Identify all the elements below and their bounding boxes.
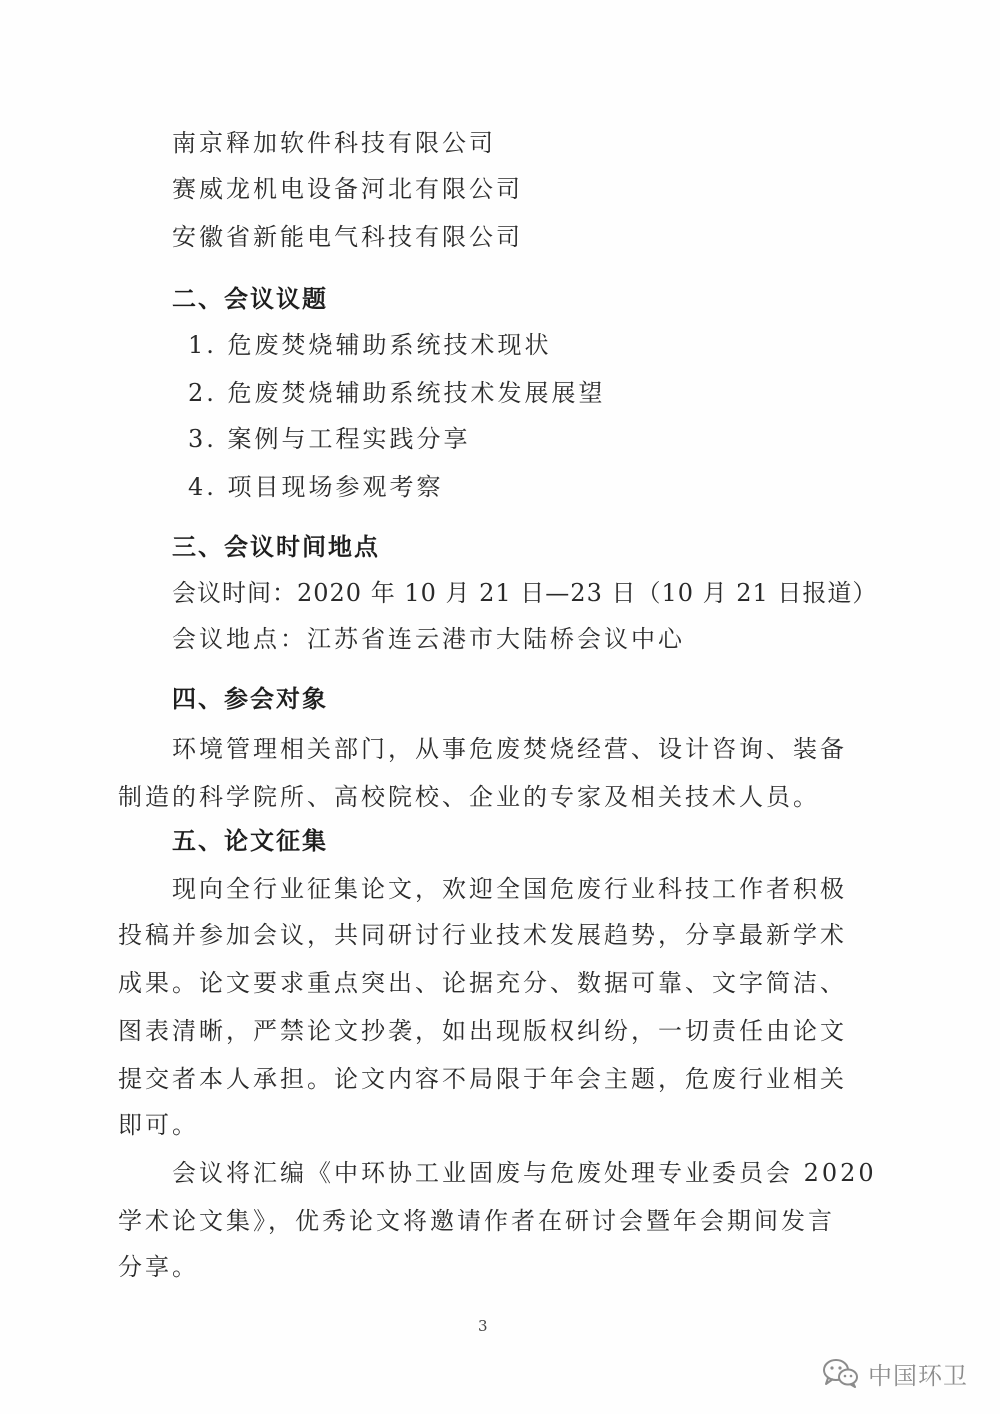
- wechat-icon: [822, 1358, 860, 1388]
- agenda-item: 1. 危废焚烧辅助系统技术现状: [188, 331, 552, 359]
- paragraph-line: 分享。: [118, 1253, 199, 1281]
- section-heading: 五、论文征集: [172, 827, 328, 855]
- company-line: 安徽省新能电气科技有限公司: [172, 223, 523, 251]
- section-heading: 四、参会对象: [172, 685, 328, 713]
- section-heading: 三、会议时间地点: [172, 533, 380, 561]
- meeting-place: 会议地点：江苏省连云港市大陆桥会议中心: [172, 625, 685, 653]
- paragraph-line: 环境管理相关部门，从事危废焚烧经营、设计咨询、装备: [172, 735, 847, 763]
- watermark: [822, 1355, 968, 1391]
- watermark-text: 中国环卫: [868, 1361, 968, 1390]
- paragraph-line: 学术论文集》，优秀论文将邀请作者在研讨会暨年会期间发言: [118, 1207, 835, 1235]
- paragraph-line: 现向全行业征集论文，欢迎全国危废行业科技工作者积极: [172, 875, 847, 903]
- paragraph-line: 成果。论文要求重点突出、论据充分、数据可靠、文字简洁、: [118, 969, 847, 997]
- paragraph-line: 图表清晰，严禁论文抄袭，如出现版权纠纷，一切责任由论文: [118, 1017, 847, 1045]
- agenda-item: 3. 案例与工程实践分享: [188, 425, 471, 453]
- page-number: 3: [478, 1317, 488, 1335]
- paragraph-line: 会议将汇编《中环协工业固废与危废处理专业委员会 2020: [172, 1159, 877, 1187]
- paragraph-line: 即可。: [118, 1111, 199, 1139]
- agenda-item: 2. 危废焚烧辅助系统技术发展展望: [188, 379, 606, 407]
- paragraph-line: 投稿并参加会议，共同研讨行业技术发展趋势，分享最新学术: [118, 921, 847, 949]
- company-line: 南京释加软件科技有限公司: [172, 129, 496, 157]
- agenda-item: 4. 项目现场参观考察: [188, 473, 444, 501]
- company-line: 赛威龙机电设备河北有限公司: [172, 175, 523, 203]
- section-heading: 二、会议议题: [172, 285, 328, 313]
- paragraph-line: 制造的科学院所、高校院校、企业的专家及相关技术人员。: [118, 783, 820, 811]
- meeting-time: 会议时间：2020 年 10 月 21 日—23 日（10 月 21 日报道）: [172, 579, 878, 607]
- paragraph-line: 提交者本人承担。论文内容不局限于年会主题，危废行业相关: [118, 1065, 847, 1093]
